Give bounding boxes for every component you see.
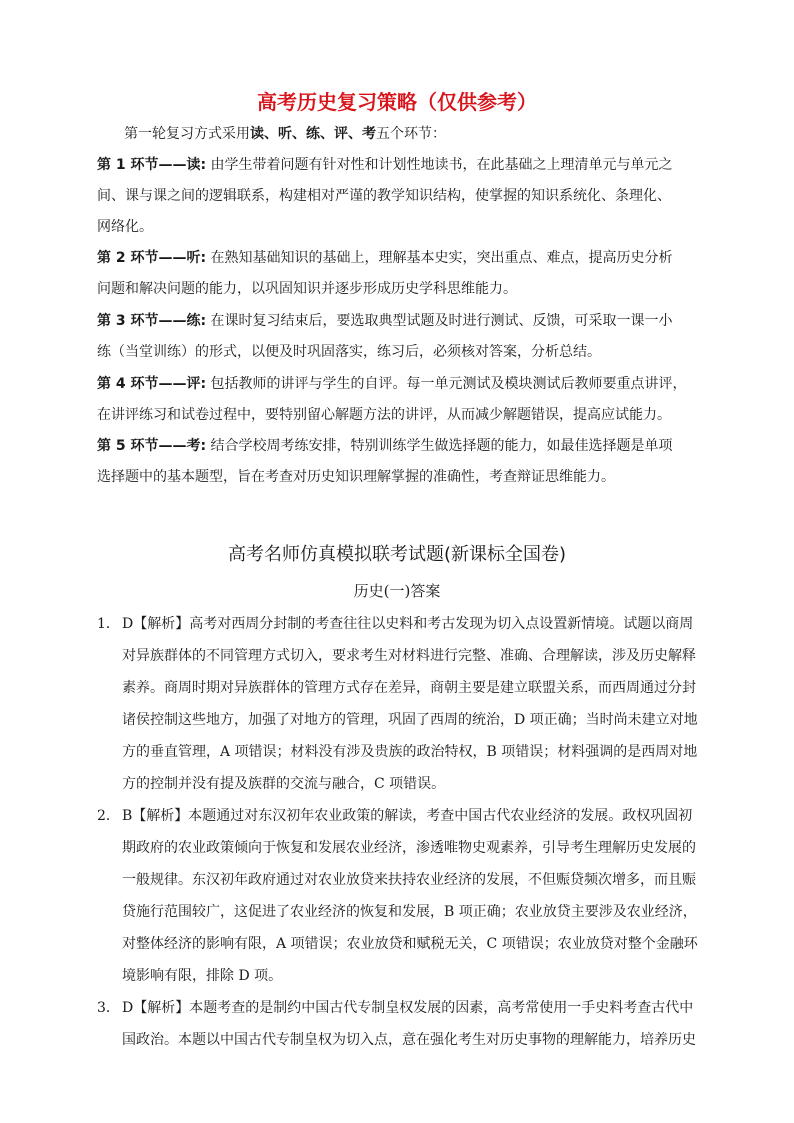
step-1-label: 第 1 环节——读: (97, 157, 207, 173)
answer-1-line-5: 方的垂直管理，A 项错误；材料没有涉及贵族的政治特权，B 项错误；材料强调的是西周对地 (122, 744, 698, 760)
step-5-label: 第 5 环节——考: (97, 438, 207, 454)
document-title: 高考历史复习策略（仅供参考） (257, 90, 537, 114)
answer-heading: 历史(一)答案 (353, 582, 441, 600)
step-4-line-2: 在讲评练习和试卷过程中，要特别留心解题方法的讲评，从而减少解题错误，提高应试能力。 (97, 407, 671, 423)
answer-3-line-2: 国政治。本题以中国古代专制皇权为切入点，意在强化考生对历史事物的理解能力，培养历史 (122, 1032, 696, 1048)
answer-1-line-4: 诸侯控制这些地方，加强了对地方的管理，巩固了西周的统治，D 项正确；当时尚未建立对地 (122, 712, 698, 728)
answer-1-line-6: 方的控制并没有提及族群的交流与融合，C 项错误。 (122, 776, 446, 792)
answer-2-line-4: 贷施行范围较广，这促进了农业经济的恢复和发展，B 项正确；农业放贷主要涉及农业经济， (122, 904, 697, 920)
answer-2-number: 2． (97, 808, 120, 824)
answer-1-line-3: 素养。商周时期对异族群体的管理方式存在差异，商朝主要是建立联盟关系，而西周通过分封 (122, 680, 696, 696)
exam-title: 高考名师仿真模拟联考试题(新课标全国卷) (227, 544, 567, 565)
step-2-line-1 (97, 248, 673, 268)
step-3-line-2: 练（当堂训练）的形式，以便及时巩固落实，练习后，必须核对答案，分析总结。 (97, 344, 601, 360)
answer-1-line-1: D【解析】高考对西周分封制的考查往往以史料和考古发现为切入点设置新情境。试题以商周 (122, 616, 694, 632)
intro-emphasis: 读、听、练、评、考 (250, 126, 376, 142)
step-3-label: 第 3 环节——练: (97, 313, 207, 329)
answer-1-number: 1． (97, 616, 120, 632)
intro-suffix: 五个环节： (376, 126, 446, 142)
answer-3-number: 3． (97, 1000, 120, 1016)
intro-line (124, 124, 446, 144)
step-2-text: 在熟知基础知识的基础上，理解基本史实，突出重点、难点，提高历史分析 (206, 250, 673, 266)
step-1-line-3: 网络化。 (97, 219, 153, 235)
answer-1-line-2: 对异族群体的不同管理方式切入，要求考生对材料进行完整、准确、合理解读，涉及历史解释 (122, 648, 696, 664)
step-2-line-2: 问题和解决问题的能力，以巩固知识并逐步形成历史学科思维能力。 (97, 281, 517, 297)
step-4-text: 包括教师的讲评与学生的自评。每一单元测试及模块测试后教师要重点讲评， (206, 376, 687, 392)
step-1-line-2: 间、课与课之间的逻辑联系，构建相对严谨的教学知识结构，使掌握的知识系统化、条理化、 (97, 188, 671, 204)
answer-2-line-3: 一般规律。东汉初年政府通过对农业放贷来扶持农业经济的发展，不但赈贷频次增多，而且赈 (122, 872, 696, 888)
step-5-line-1 (97, 436, 673, 456)
step-1-line-1 (97, 155, 673, 175)
answer-2-line-6: 境影响有限，排除 D 项。 (122, 968, 283, 984)
step-4-label: 第 4 环节——评: (97, 376, 207, 392)
step-4-line-1 (97, 374, 687, 394)
intro-prefix: 第一轮复习方式采用 (124, 126, 250, 142)
step-5-line-2: 选择题中的基本题型，旨在考查对历史知识理解掌握的准确性，考查辩证思维能力。 (97, 469, 615, 485)
answer-2-line-1: B【解析】本题通过对东汉初年农业政策的解读，考查中国古代农业经济的发展。政权巩固初 (122, 808, 693, 824)
answer-2-line-5: 对整体经济的影响有限，A 项错误；农业放贷和赋税无关，C 项错误；农业放贷对整个金融环 (122, 936, 698, 952)
step-1-text: 由学生带着问题有针对性和计划性地读书，在此基础之上理清单元与单元之 (206, 157, 673, 173)
answer-3-line-1: D【解析】本题考查的是制约中国古代专制皇权发展的因素，高考常使用一手史料考查古代中 (122, 1000, 694, 1016)
answer-2-line-2: 期政府的农业政策倾向于恢复和发展农业经济，渗透唯物史观素养，引导考生理解历史发展的 (122, 840, 696, 856)
step-2-label: 第 2 环节——听: (97, 250, 207, 266)
step-3-line-1 (97, 311, 673, 331)
step-5-text: 结合学校周考练安排，特别训练学生做选择题的能力，如最佳选择题是单项 (206, 438, 673, 454)
step-3-text: 在课时复习结束后，要选取典型试题及时进行测试、反馈，可采取一课一小 (206, 313, 673, 329)
